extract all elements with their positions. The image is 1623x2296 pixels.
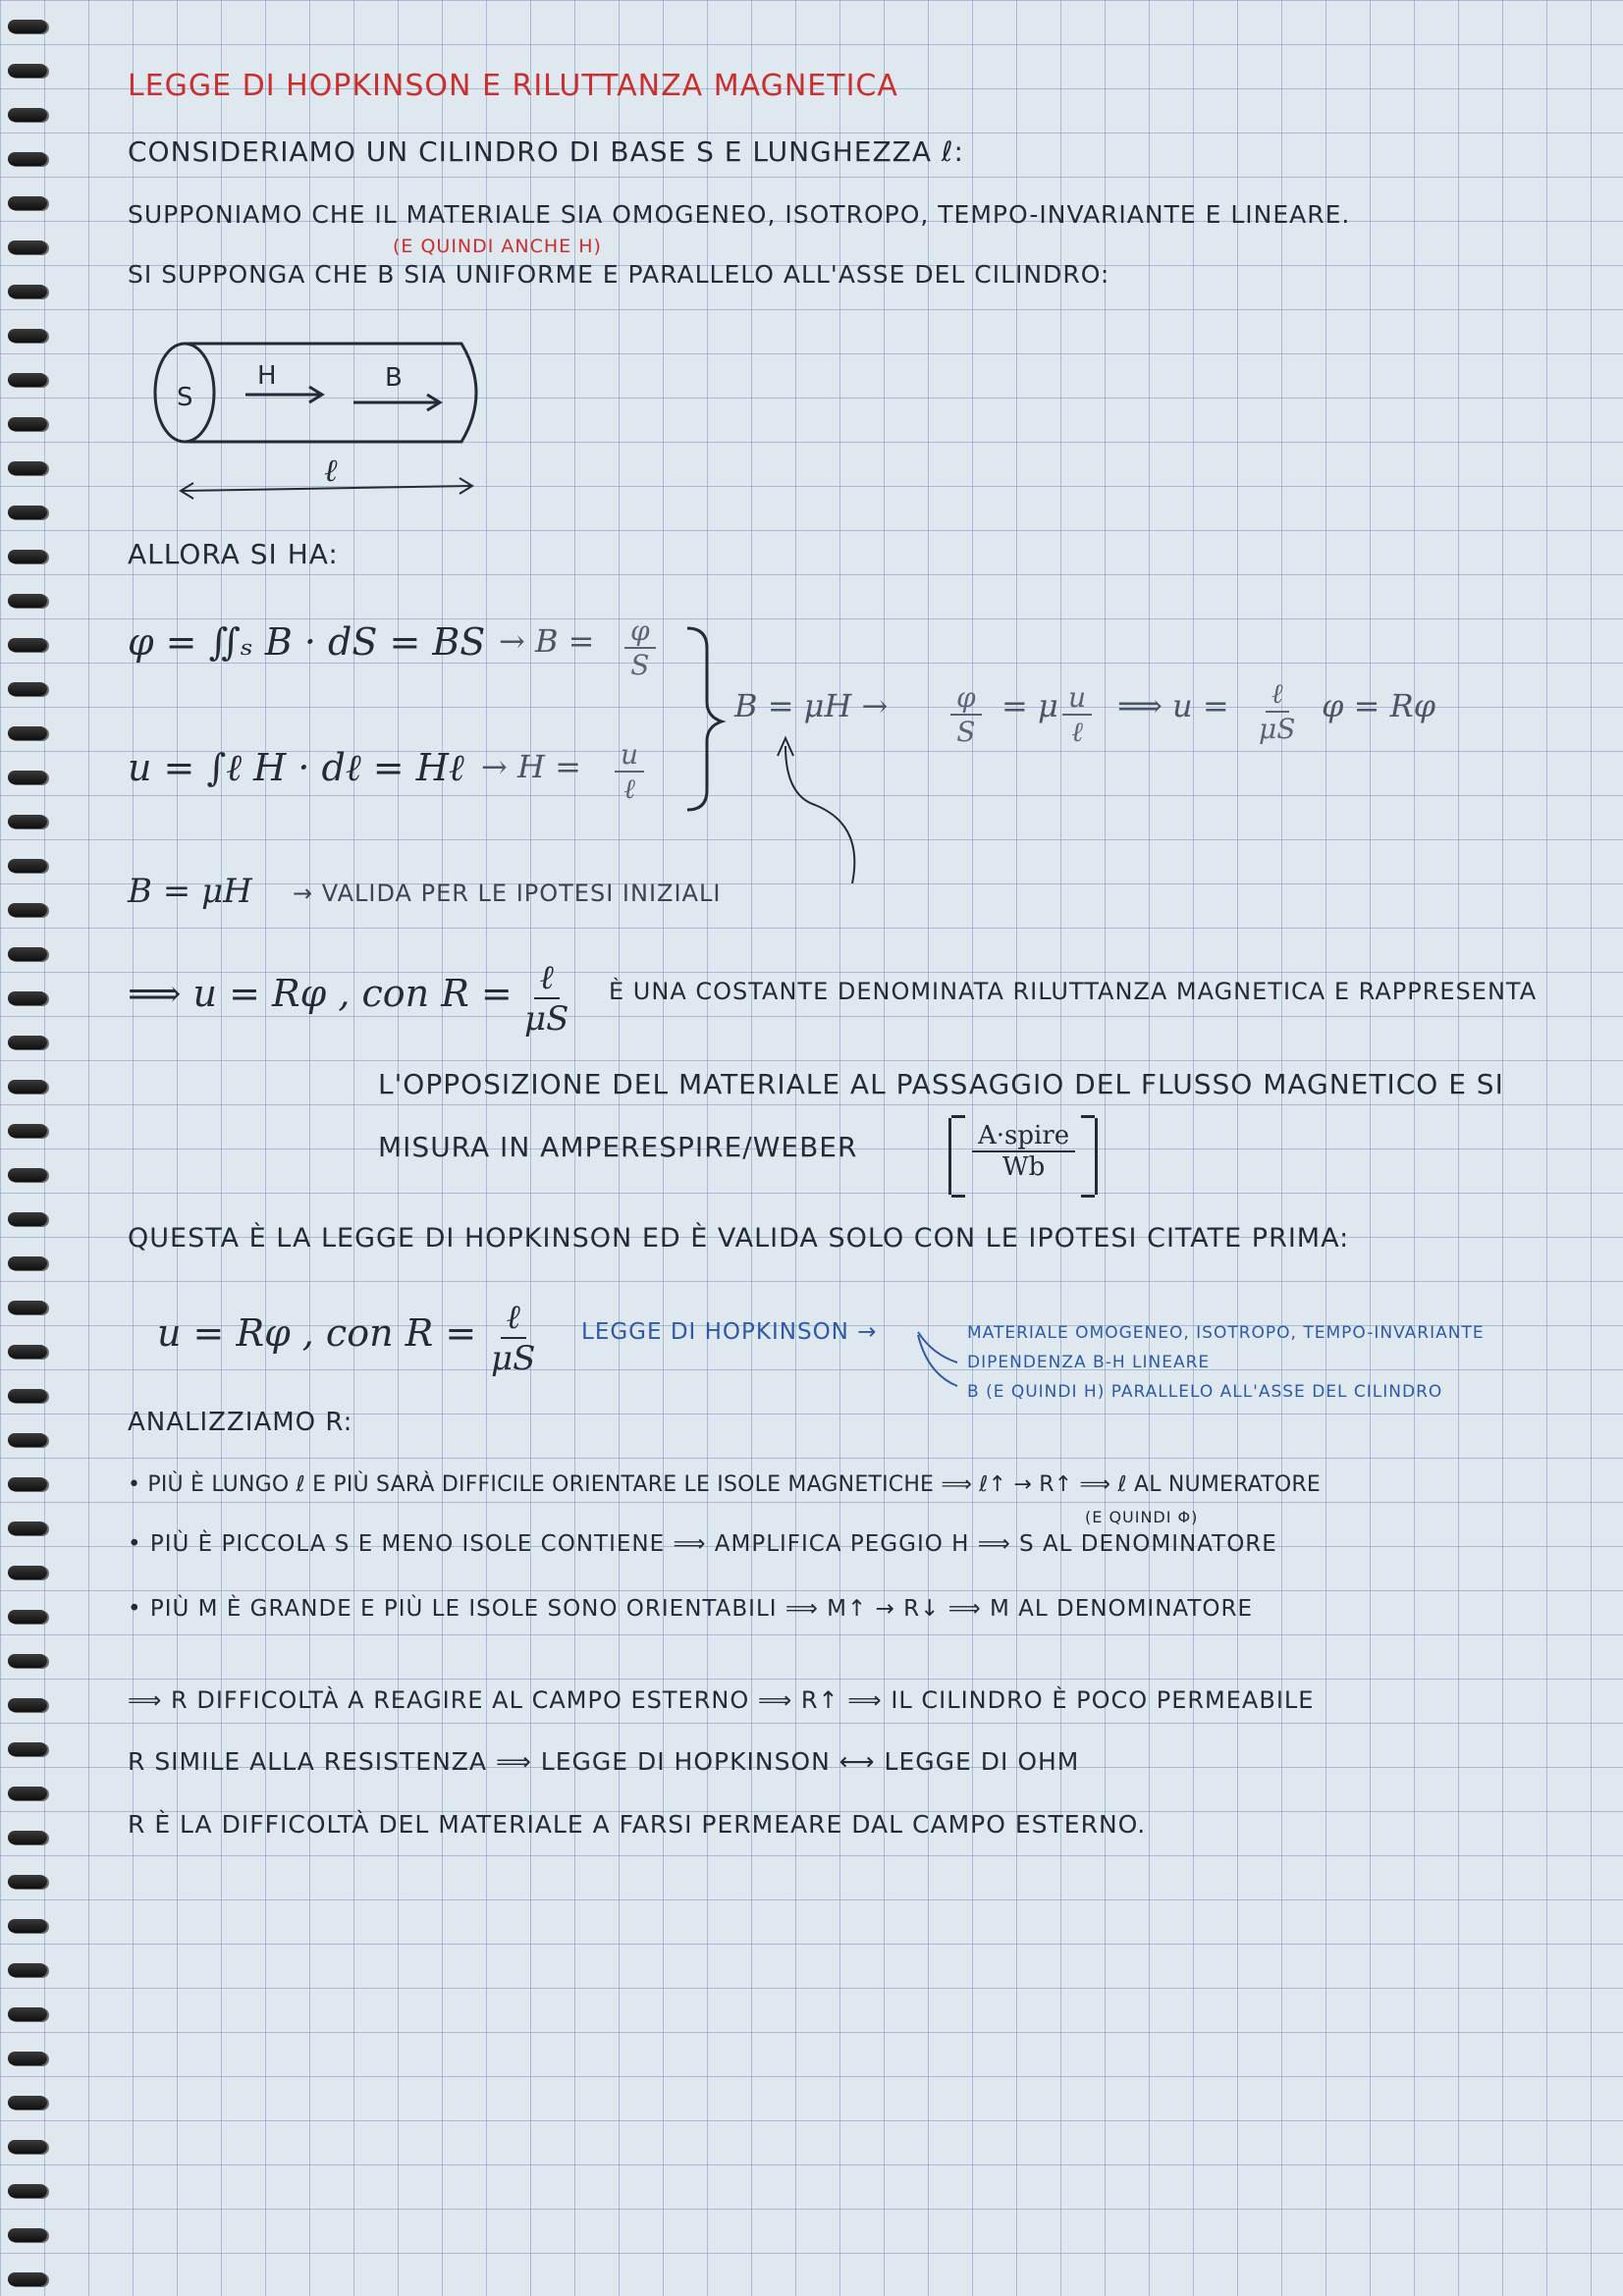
analysis-heading: ANALIZZIAMO R: bbox=[128, 1408, 353, 1437]
chain-fraction-3-den: μS bbox=[1259, 713, 1296, 745]
chain-fraction-1-den: S bbox=[956, 716, 976, 748]
analysis-bullet-2-note: (E QUINDI Φ) bbox=[1085, 1508, 1199, 1526]
diagram-s-label: S bbox=[177, 383, 194, 412]
flux-result-den: S bbox=[630, 649, 650, 681]
law-fraction-num: ℓ bbox=[501, 1298, 526, 1339]
then-label: ALLORA SI HA: bbox=[128, 538, 339, 570]
flux-result-num: φ bbox=[624, 614, 656, 649]
chain-tail: φ = Rφ bbox=[1322, 687, 1436, 724]
reluctance-text-3: MISURA IN AMPERESPIRE/WEBER bbox=[378, 1131, 858, 1163]
flux-equation: φ = ∬ₛ B · dS = BS bbox=[128, 620, 486, 664]
chain-implies: ⟹ u = bbox=[1117, 687, 1229, 724]
flux-result-lhs: → B = bbox=[499, 622, 595, 660]
law-equation-lhs: u = Rφ , con R = bbox=[157, 1311, 477, 1355]
analysis-bullet-1: • PIÙ È LUNGO ℓ E PIÙ SARÀ DIFFICILE ORIENTARE LE ISOLE MAGNETICHE ⟹ ℓ↑ → R↑ ⟹ ℓ AL NUMERATORE bbox=[128, 1472, 1321, 1497]
reluctance-text-1: È UNA COSTANTE DENOMINATA RILUTTANZA MAGNETICA E RAPPRESENTA bbox=[609, 978, 1538, 1005]
unit-fraction bbox=[972, 1121, 1075, 1182]
flux-result-fraction bbox=[624, 614, 656, 681]
diagram-h-label: H bbox=[257, 361, 278, 391]
conclusion-3: R È LA DIFFICOLTÀ DEL MATERIALE A FARSI PERMEARE DAL CAMPO ESTERNO. bbox=[128, 1810, 1147, 1839]
chain-mu: = μ bbox=[1001, 687, 1058, 724]
analysis-bullet-3: • PIÙ Μ È GRANDE E PIÙ LE ISOLE SONO ORIENTABILI ⟹ Μ↑ → R↓ ⟹ Μ AL DENOMINATORE bbox=[128, 1596, 1254, 1622]
page-title: LEGGE DI HOPKINSON E RILUTTANZA MAGNETICA bbox=[128, 69, 898, 103]
conclusion-1: ⟹ R DIFFICOLTÀ A REAGIRE AL CAMPO ESTERNO ⟹ R↑ ⟹ IL CILINDRO È POCO PERMEABILE bbox=[128, 1686, 1315, 1714]
diagram-b-label: B bbox=[385, 363, 404, 393]
mmf-result-fraction bbox=[615, 738, 644, 806]
chain-fraction-3-num: ℓ bbox=[1266, 677, 1289, 713]
law-fraction bbox=[491, 1298, 535, 1378]
chain-fraction-2 bbox=[1062, 681, 1092, 749]
law-fraction-den: μS bbox=[491, 1339, 536, 1378]
mmf-result-num: u bbox=[615, 738, 644, 773]
reluctance-fraction-num: ℓ bbox=[534, 958, 560, 999]
mmf-result-lhs: → H = bbox=[481, 748, 581, 785]
mmf-equation: u = ∫ℓ H · dℓ = Hℓ bbox=[128, 746, 464, 789]
chain-fraction-2-num: u bbox=[1062, 681, 1092, 716]
chain-fraction-1 bbox=[950, 681, 982, 748]
unit-fraction-den: Wb bbox=[1001, 1152, 1046, 1182]
law-condition-2: DIPENDENZA B-H LINEARE bbox=[967, 1353, 1211, 1372]
analysis-bullet-2: • PIÙ È PICCOLA S E MENO ISOLE CONTIENE ⟹ AMPLIFICA PEGGIO H ⟹ S AL DENOMINATORE bbox=[128, 1531, 1277, 1557]
intro-line-1: CONSIDERIAMO UN CILINDRO DI BASE S E LUNGHEZZA ℓ: bbox=[128, 135, 964, 168]
reluctance-text-2: L'OPPOSIZIONE DEL MATERIALE AL PASSAGGIO DEL FLUSSO MAGNETICO E SI bbox=[378, 1068, 1504, 1100]
diagram-l-label: ℓ bbox=[324, 452, 338, 489]
unit-fraction-num: A·spire bbox=[972, 1121, 1075, 1152]
intro-note: (E QUINDI ANCHE H) bbox=[393, 236, 602, 257]
validity-text: → VALIDA PER LE IPOTESI INIZIALI bbox=[293, 880, 722, 907]
chain-fraction-2-den: ℓ bbox=[1071, 716, 1083, 748]
reluctance-equation-lhs: ⟹ u = Rφ , con R = bbox=[128, 972, 513, 1015]
intro-line-2: SUPPONIAMO CHE IL MATERIALE SIA OMOGENEO, ISOTROPO, TEMPO-INVARIANTE E LINEARE. bbox=[128, 200, 1351, 229]
chain-fraction-3 bbox=[1259, 677, 1295, 745]
law-statement: QUESTA È LA LEGGE DI HOPKINSON ED È VALIDA SOLO CON LE IPOTESI CITATE PRIMA: bbox=[128, 1223, 1350, 1254]
reluctance-fraction bbox=[524, 958, 568, 1039]
chain-fraction-1-num: φ bbox=[950, 681, 982, 716]
law-name: LEGGE DI HOPKINSON → bbox=[581, 1319, 878, 1345]
chain-start: B = μH → bbox=[734, 687, 889, 724]
conclusion-2: R SIMILE ALLA RESISTENZA ⟹ LEGGE DI HOPKINSON ⟷ LEGGE DI OHM bbox=[128, 1747, 1080, 1776]
intro-line-3: SI SUPPONGA CHE B SIA UNIFORME E PARALLELO ALL'ASSE DEL CILINDRO: bbox=[128, 260, 1110, 289]
mmf-result-den: ℓ bbox=[623, 773, 635, 805]
law-condition-1: MATERIALE OMOGENEO, ISOTROPO, TEMPO-INVARIANTE bbox=[967, 1323, 1485, 1343]
reluctance-fraction-den: μS bbox=[524, 999, 569, 1039]
validity-equation: B = μH bbox=[128, 872, 252, 911]
law-condition-3: B (E QUINDI H) PARALLELO ALL'ASSE DEL CILINDRO bbox=[967, 1382, 1443, 1402]
